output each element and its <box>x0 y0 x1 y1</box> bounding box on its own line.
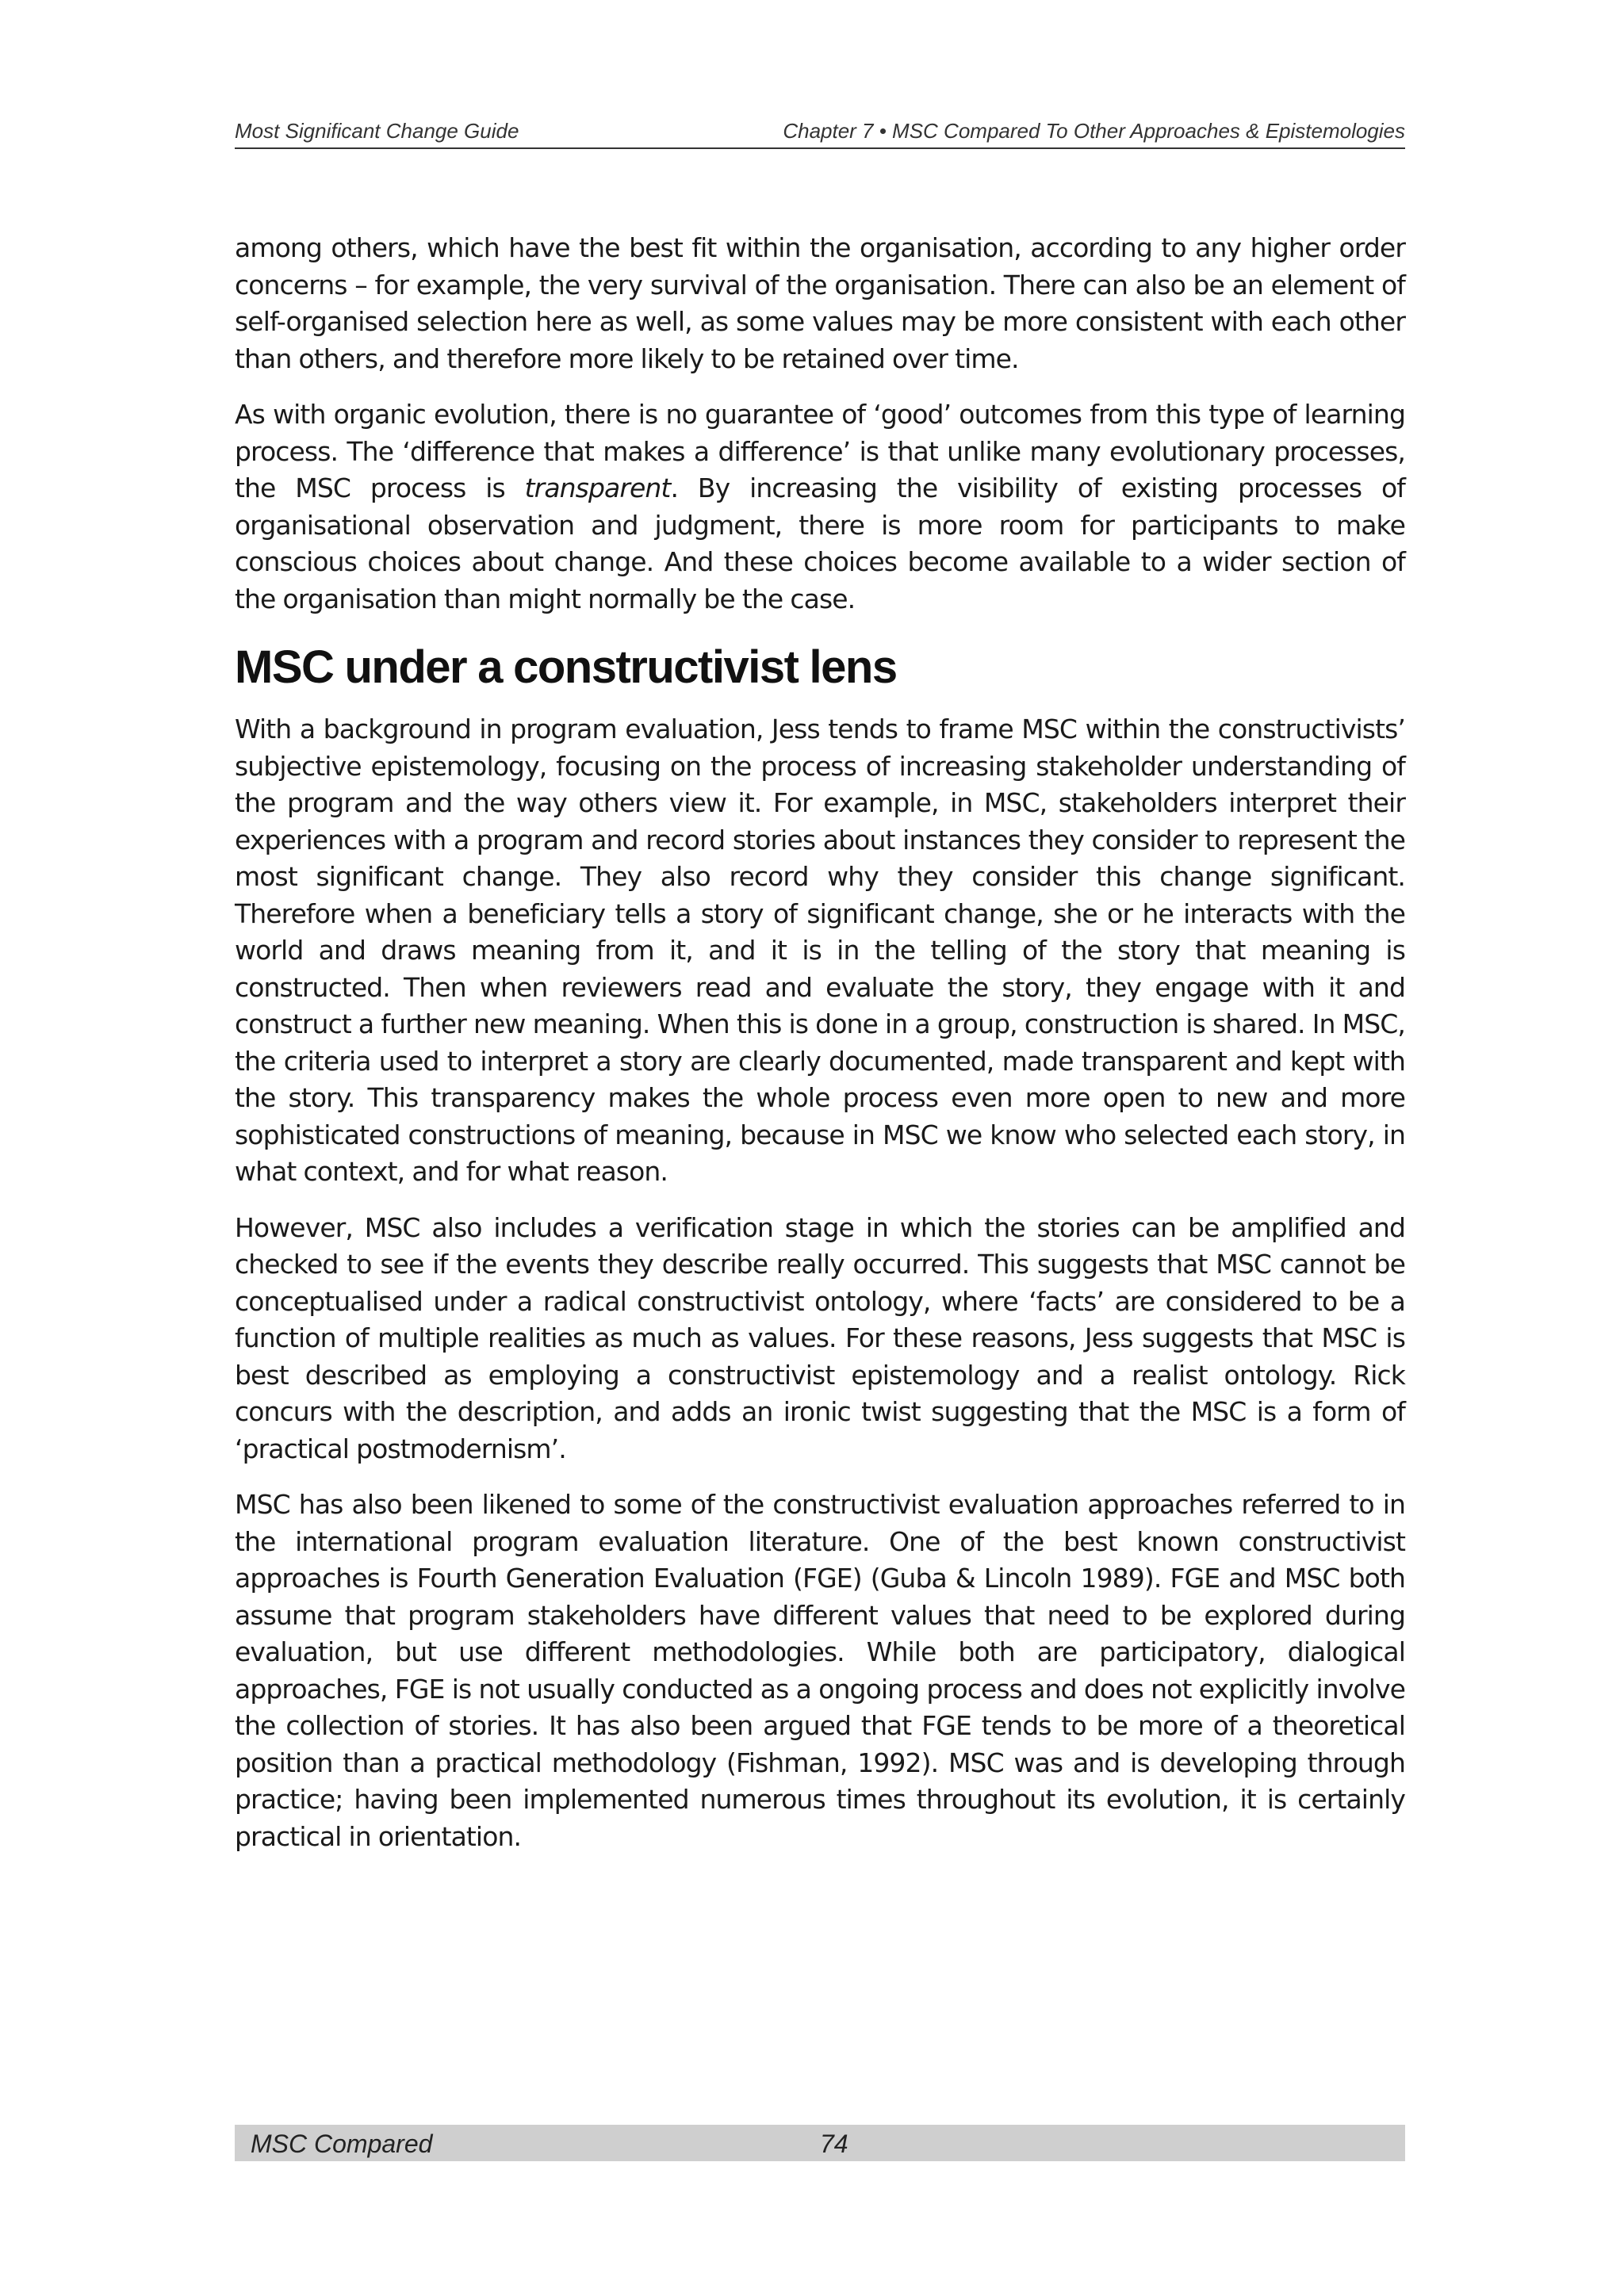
body-text <box>235 230 1405 1874</box>
header-chapter-title: Chapter 7 • MSC Compared To Other Approaches & Epistemologies <box>783 119 1405 143</box>
paragraph-2-text-a: As with organic evolution, there is no guarantee of ‘good’ outcomes from this type of learning process. The ‘difference that makes a difference’ is that unlike many evolutionary processes, the MSC process is <box>235 399 1405 503</box>
header-book-title: Most Significant Change Guide <box>235 119 519 143</box>
paragraph-5: MSC has also been likened to some of the constructivist evaluation approaches referred to in the international program evaluation literature. One of the best known constructivist approaches is Fourth Generation Evaluation (FGE) (Guba & Lincoln 1989). FGE and MSC both assume that program stakeholders have different values that need to be explored during evaluation, but use different methodologies. While both are participatory, dialogical approaches, FGE is not usually conducted as a ongoing process and does not explicitly involve the collection of stories. It has also been argued that FGE tends to be more of a theoretical position than a practical methodology (Fishman, 1992). MSC was and is developing through practice; having been implemented numerous times throughout its evolution, it is certainly practical in orientation. <box>235 1489 1405 1852</box>
paragraph-3: With a background in program evaluation, Jess tends to frame MSC within the constructivists’ subjective epistemology, focusing on the process of increasing stakeholder understanding of the program and the way others view it. For example, in MSC, stakeholders interpret their experiences with a program and record stories about instances they consider to represent the most significant change. They also record why they consider this change significant. Therefore when a beneficiary tells a story of significant change, she or he interacts with the world and draws meaning from it, and it is in the telling of the story that meaning is constructed. Then when reviewers read and evaluate the story, they engage with it and construct a further new meaning. When this is done in a group, construction is shared. In MSC, the criteria used to interpret a story are clearly documented, made transparent and kept with the story. This transparency makes the whole process even more open to new and more sophisticated constructions of meaning, because in MSC we know who selected each story, in what context, and for what reason. <box>235 714 1405 1187</box>
running-header <box>235 116 1405 149</box>
section-heading: MSC under a constructivist lens <box>235 641 897 693</box>
paragraph-2-emphasis: transparent <box>524 473 671 503</box>
page-footer <box>235 2125 1405 2161</box>
page-number: 74 <box>820 2130 848 2158</box>
footer-section-title: MSC Compared <box>251 2130 433 2158</box>
paragraph-2-text-b: . By increasing the visibility of existing processes of organisational observation and judgment, there is more room for participants to make conscious choices about change. And these choices become available to a wider section of the organisation than might normally be the case. <box>235 473 1405 614</box>
paragraph-1: among others, which have the best fit within the organisation, according to any higher order concerns – for example, the very survival of the organisation. There can also be an element of self-organised selection here as well, as some values may be more consistent with each other than others, and therefore more likely to be retained over time. <box>235 232 1405 374</box>
paragraph-4: However, MSC also includes a verification stage in which the stories can be amplified and checked to see if the events they describe really occurred. This suggests that MSC cannot be conceptualised under a radical constructivist ontology, where ‘facts’ are considered to be a function of multiple realities as much as values. For these reasons, Jess suggests that MSC is best described as employing a constructivist epistemology and a realist ontology. Rick concurs with the description, and adds an ironic twist suggesting that the MSC is a form of ‘practical postmodernism’. <box>235 1211 1405 1464</box>
paragraph-2 <box>235 396 1405 618</box>
